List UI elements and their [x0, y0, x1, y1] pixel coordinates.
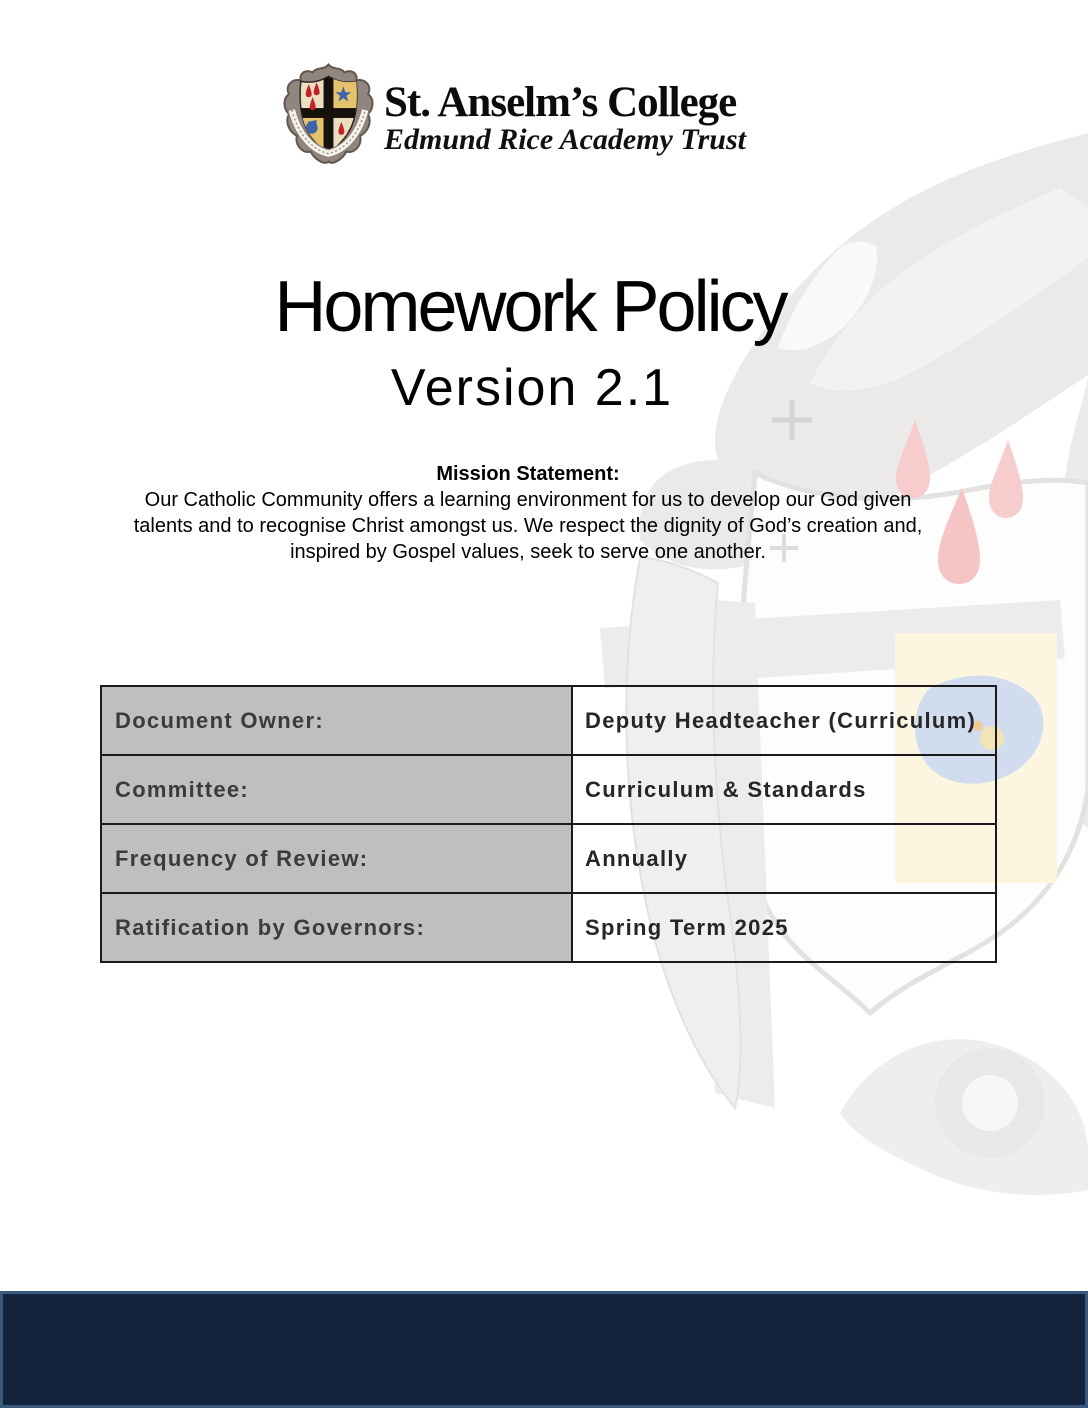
row-label: Committee:	[101, 755, 572, 824]
row-value: Annually	[572, 824, 996, 893]
row-label: Document Owner:	[101, 686, 572, 755]
mission-line: Our Catholic Community offers a learning environment for us to develop our God given	[144, 489, 912, 511]
document-info-table	[100, 685, 997, 963]
document-version: Version 2.1	[390, 359, 674, 417]
row-label: Frequency of Review:	[101, 824, 572, 893]
row-value: Spring Term 2025	[572, 893, 996, 962]
school-crest-icon	[279, 60, 378, 170]
table-row	[101, 824, 996, 893]
row-label: Ratification by Governors:	[101, 893, 572, 962]
mission-statement	[0, 461, 1056, 565]
school-logo-text	[384, 75, 746, 155]
trust-name: Edmund Rice Academy Trust	[384, 123, 746, 156]
page-title: Homework Policy	[274, 267, 786, 347]
table-row	[101, 893, 996, 962]
footer-bar	[0, 1291, 1088, 1408]
mission-heading: Mission Statement:	[436, 463, 620, 485]
school-logo	[279, 60, 746, 170]
mission-line: talents and to recognise Christ amongst us. We respect the dignity of God’s creation and,	[133, 515, 923, 537]
school-name: St. Anselm’s College	[384, 79, 737, 126]
table-row	[101, 686, 996, 755]
table-row	[101, 755, 996, 824]
row-value: Curriculum & Standards	[572, 755, 996, 824]
mission-line: inspired by Gospel values, seek to serve one another.	[290, 541, 766, 563]
row-value: Deputy Headteacher (Curriculum)	[572, 686, 996, 755]
